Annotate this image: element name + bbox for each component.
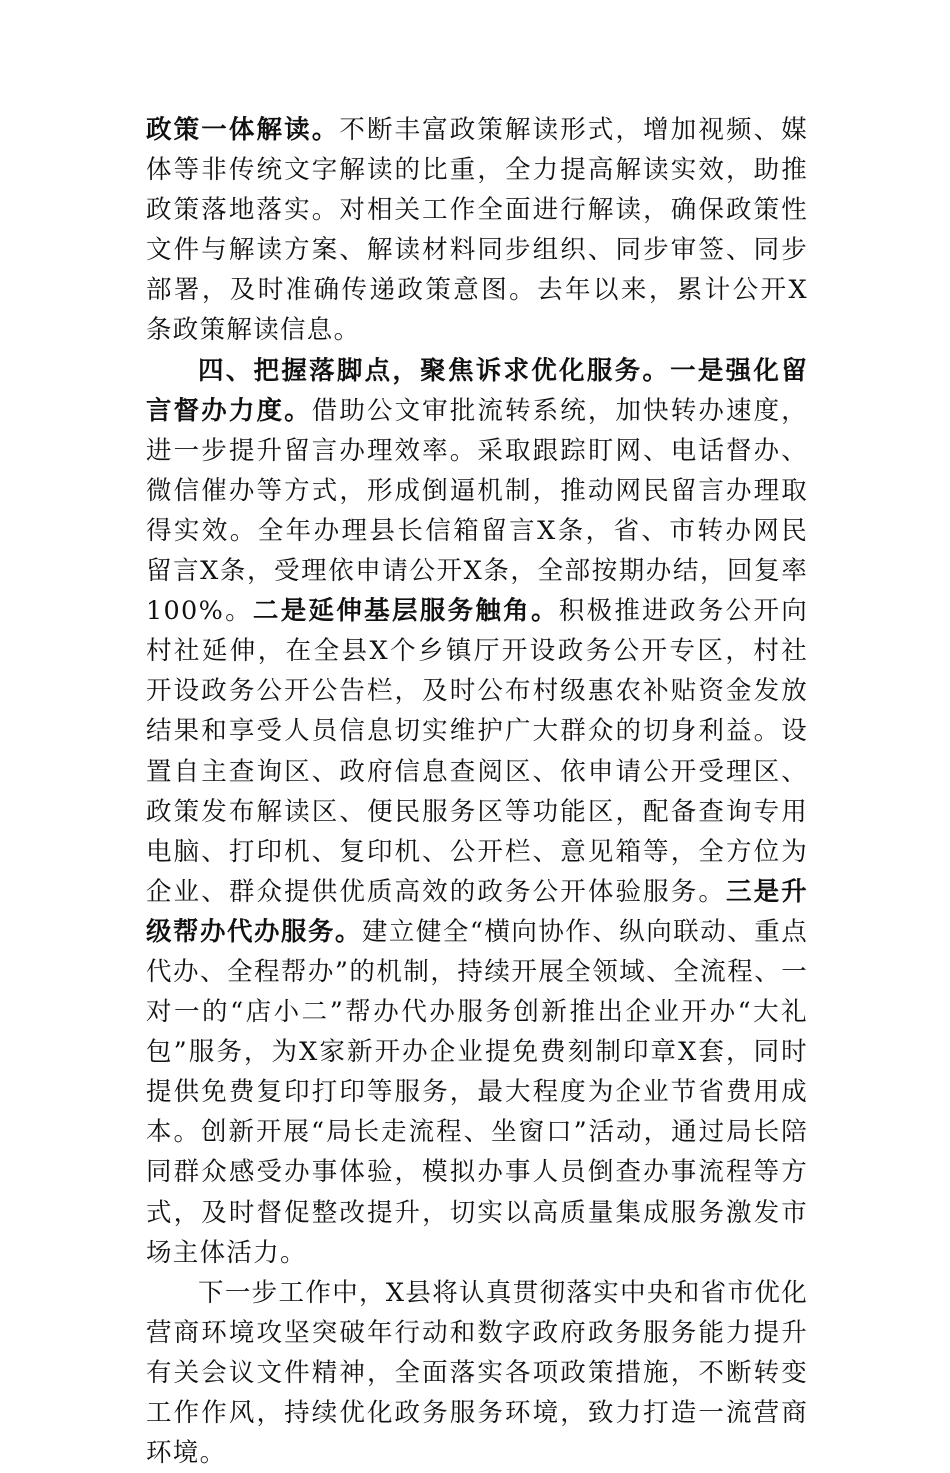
paragraph-text: 借助公文审批流转系统，加快转办速度，进一步提升留言办理效率。采取跟踪盯网、电话督办、微信催办等方式，形成倒逼机制，推动网民留言办理取得实效。全年办理县长信箱留言X条，省、市转办网民留言X条，受理依申请公开X条，全部按期办结，回复率100%。 [146,395,808,627]
section-heading-four: 四、把握落脚点，聚焦诉求优化服务。一是强化留言督办力度。 [146,355,808,426]
bold-heading-policy-interpretation: 政策一体解读。 [146,115,340,145]
paragraph-policy-interpretation [146,110,808,351]
bold-heading-assisted-service: 三是升级帮办代办服务。 [146,876,808,947]
paragraph-text: 建立健全“横向协作、纵向联动、重点代办、全程帮办”的机制，持续开展全领域、全流程、一对一的“店小二”帮办代办服务创新推出企业开办“大礼包”服务，为X家新开办企业提免费刻制印章X套，同时提供免费复印打印等服务，最大程度为企业节省费用成本。创新开展“局长走流程、坐窗口”活动，通过局长陪同群众感受办事体验，模拟办事人员倒查办事流程等方式，及时督促整改提升，切实以高质量集成服务激发市场主体活力。 [146,916,808,1268]
paragraph-text: 下一步工作中，X县将认真贯彻落实中央和省市优化营商环境攻坚突破年行动和数字政府政务服务能力提升有关会议文件精神，全面落实各项政策措施，不断转变工作作风，持续优化政务服务环境，致力打造一流营商环境。 [146,1277,808,1469]
document-body [146,110,808,1473]
paragraph-text: 积极推进政务公开向村社延伸，在全县X个乡镇厅开设政务公开专区，村社开设政务公开公告栏，及时公布村级惠农补贴资金发放结果和享受人员信息切实维护广大群众的切身利益。设置自主查询区、政府信息查阅区、依申请公开受理区、政策发布解读区、便民服务区等功能区，配备查询专用电脑、打印机、复印机、公开栏、意见箱等，全方位为企业、群众提供优质高效的政务公开体验服务。 [146,596,808,907]
paragraph-section-four [146,351,808,1273]
paragraph-text: 不断丰富政策解读形式，增加视频、媒体等非传统文字解读的比重，全力提高解读实效，助推政策落地落实。对相关工作全面进行解读，确保政策性文件与解读方案、解读材料同步组织、同步审签、同步部署，及时准确传递政策意图。去年以来，累计公开X条政策解读信息。 [146,115,808,346]
paragraph-next-steps [146,1273,808,1473]
bold-heading-grassroots-service: 二是延伸基层服务触角。 [252,596,559,627]
